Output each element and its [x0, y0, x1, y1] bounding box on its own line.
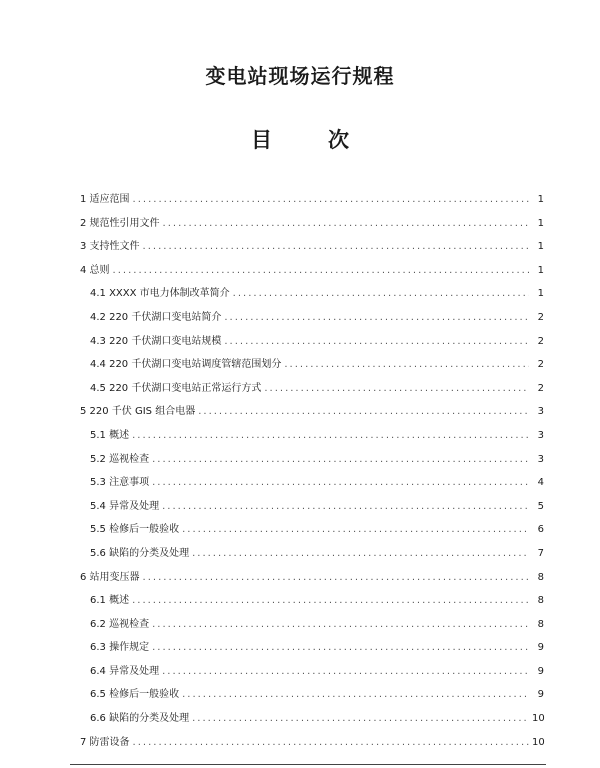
toc-entry-page: 1	[537, 194, 544, 205]
toc-entry-label: 6.1 概述	[90, 595, 130, 607]
toc-entry[interactable]	[80, 544, 544, 568]
toc-heading-right: 次	[328, 128, 349, 152]
table-of-contents	[80, 190, 544, 756]
toc-entry-label: 6.4 异常及处理	[90, 665, 160, 677]
toc-entry-page: 3	[537, 406, 544, 418]
toc-entry-page: 5	[537, 500, 544, 512]
toc-entry-page: 8	[537, 571, 544, 583]
toc-entry[interactable]	[80, 332, 544, 356]
toc-entry-page: 8	[537, 618, 544, 630]
toc-entry-page: 9	[537, 642, 544, 654]
toc-entry[interactable]	[80, 190, 544, 214]
toc-entry-label: 7 防雷设备	[80, 736, 130, 748]
toc-entry[interactable]	[80, 568, 544, 592]
toc-entry[interactable]	[80, 638, 544, 662]
toc-entry-label: 4.4 220 千伏湖口变电站调度管辖范围划分	[90, 359, 282, 371]
toc-entry-page: 8	[537, 595, 544, 607]
toc-leader-dots	[143, 241, 529, 252]
toc-leader-dots	[224, 312, 529, 323]
toc-entry-page: 6	[537, 524, 544, 536]
toc-entry-label: 4.1 XXXX 市电力体制改革简介	[90, 288, 230, 300]
toc-entry[interactable]	[80, 379, 544, 403]
toc-entry[interactable]	[80, 473, 544, 497]
toc-entry-label: 4.3 220 千伏湖口变电站规模	[90, 335, 222, 347]
toc-entry[interactable]	[80, 355, 544, 379]
toc-entry-label: 5.6 缺陷的分类及处理	[90, 547, 190, 559]
toc-leader-dots	[133, 737, 529, 748]
toc-entry-page: 1	[537, 288, 544, 300]
toc-leader-dots	[152, 454, 529, 465]
toc-entry[interactable]	[80, 284, 544, 308]
toc-entry[interactable]	[80, 237, 544, 261]
toc-entry[interactable]	[80, 733, 544, 757]
toc-entry[interactable]	[80, 591, 544, 615]
toc-entry-page: 2	[537, 359, 544, 371]
toc-entry-page: 4	[537, 477, 544, 489]
toc-entry-page: 2	[537, 311, 544, 323]
toc-entry-label: 5.4 异常及处理	[90, 500, 160, 512]
toc-entry[interactable]	[80, 520, 544, 544]
toc-leader-dots	[152, 642, 529, 653]
toc-entry-page: 2	[537, 335, 544, 347]
toc-leader-dots	[152, 477, 529, 488]
toc-entry-label: 1 适应范围	[80, 194, 130, 205]
toc-entry[interactable]	[80, 709, 544, 733]
toc-entry[interactable]	[80, 261, 544, 285]
toc-entry-page: 7	[537, 547, 544, 559]
toc-leader-dots	[233, 288, 529, 299]
toc-leader-dots	[264, 383, 529, 394]
toc-leader-dots	[198, 406, 529, 417]
toc-entry-label: 6.6 缺陷的分类及处理	[90, 713, 190, 725]
toc-entry-label: 5.1 概述	[90, 429, 130, 441]
toc-entry-label: 6.5 检修后一般验收	[90, 689, 180, 701]
toc-heading	[0, 124, 600, 154]
toc-leader-dots	[224, 336, 529, 347]
toc-entry[interactable]	[80, 450, 544, 474]
toc-entry-page: 2	[537, 382, 544, 394]
toc-leader-dots	[192, 548, 529, 559]
toc-entry[interactable]	[80, 426, 544, 450]
toc-heading-left: 目	[251, 128, 272, 152]
toc-entry-label: 4 总则	[80, 264, 110, 276]
toc-entry-label: 4.5 220 千伏湖口变电站正常运行方式	[90, 382, 262, 394]
toc-entry-page: 1	[537, 241, 544, 253]
toc-entry-page: 10	[532, 713, 545, 725]
toc-entry-page: 1	[537, 264, 544, 276]
toc-leader-dots	[162, 666, 529, 677]
toc-entry-label: 6 站用变压器	[80, 571, 140, 583]
toc-leader-dots	[163, 218, 529, 229]
toc-entry[interactable]	[80, 402, 544, 426]
toc-leader-dots	[143, 572, 529, 583]
toc-entry-page: 10	[532, 736, 545, 748]
toc-leader-dots	[132, 430, 529, 441]
toc-entry-label: 3 支持性文件	[80, 241, 140, 253]
toc-entry-page: 9	[537, 665, 544, 677]
toc-leader-dots	[162, 501, 529, 512]
toc-leader-dots	[113, 265, 529, 276]
toc-entry-label: 6.3 操作规定	[90, 642, 150, 654]
document-title: 变电站现场运行规程	[205, 64, 395, 88]
toc-entry-page: 3	[537, 429, 544, 441]
page-bottom-rule	[70, 764, 546, 765]
toc-entry-label: 5.5 检修后一般验收	[90, 524, 180, 536]
toc-entry-label: 5.2 巡视检查	[90, 453, 150, 465]
toc-entry[interactable]	[80, 685, 544, 709]
toc-leader-dots	[192, 713, 529, 724]
toc-entry[interactable]	[80, 497, 544, 521]
toc-leader-dots	[182, 689, 529, 700]
toc-leader-dots	[133, 194, 529, 205]
toc-entry[interactable]	[80, 662, 544, 686]
toc-entry[interactable]	[80, 214, 544, 238]
toc-entry[interactable]	[80, 615, 544, 639]
toc-entry-page: 3	[537, 453, 544, 465]
toc-entry-page: 9	[537, 689, 544, 701]
toc-entry-label: 2 规范性引用文件	[80, 217, 160, 229]
toc-entry[interactable]	[80, 308, 544, 332]
toc-leader-dots	[284, 359, 529, 370]
toc-leader-dots	[152, 619, 529, 630]
toc-entry-label: 4.2 220 千伏湖口变电站简介	[90, 311, 222, 323]
toc-entry-label: 5.3 注意事项	[90, 477, 150, 489]
toc-leader-dots	[182, 524, 529, 535]
toc-entry-label: 6.2 巡视检查	[90, 618, 150, 630]
toc-entry-label: 5 220 千伏 GIS 组合电器	[80, 406, 196, 418]
toc-leader-dots	[132, 595, 529, 606]
toc-entry-page: 1	[537, 217, 544, 229]
